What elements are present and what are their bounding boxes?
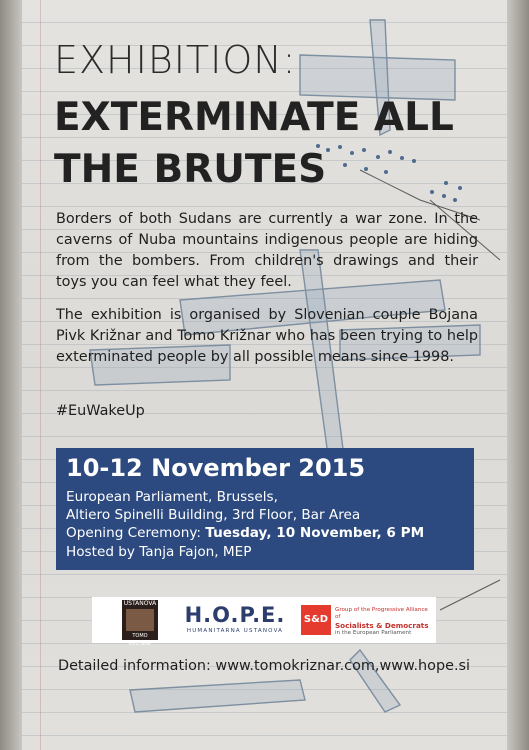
opening-ceremony-label: Opening Ceremony: [66,525,206,541]
sd-logo-line-2: Socialists & Democrats [335,621,429,630]
opening-ceremony [66,524,424,542]
sponsor-logos-strip [92,597,436,647]
event-host: Hosted by Tanja Fajon, MEP [66,544,252,560]
event-building: Altiero Spinelli Building, 3rd Floor, Bar Area [66,507,361,523]
hope-logo-name: H.O.P.E. [184,603,286,627]
ustanova-logo-top-text: USTANOVA [123,600,157,607]
description-paragraph-1: Borders of both Sudans are currently a war zone. In the caverns of Nuba mountains indigenous people are hiding from the bombers. From children's drawings and their toys you can feel what they feel. [56,211,478,290]
description-paragraph-2: The exhibition is organised by Slovenian couple Bojana Pivk Križnar and Tomo Križnar who has been trying to help exterminated people by all possible means since 1998. [56,307,478,365]
ustanova-logo-photo [126,609,154,631]
contact-information: Detailed information: www.tomokriznar.com,www.hope.si [58,658,471,674]
event-details-banner [56,448,474,570]
sd-logo-line-3: in the European Parliament [335,630,412,636]
exhibition-label: EXHIBITION: [54,38,297,82]
sd-logo-line-1: Group of the Progressive Alliance of [335,607,428,620]
opening-ceremony-time: Tuesday, 10 November, 6 PM [205,525,425,541]
hope-logo-subtitle: HUMANITARNA USTANOVA [186,628,284,634]
hashtag: #EuWakeUp [56,403,145,419]
ustanova-tomo-kriznar-logo [122,600,158,647]
hope-logo [184,603,286,635]
ustanova-logo-bottom-text: TOMO KRIŽNAR [128,633,152,647]
sd-logo-mark: S&D [301,605,331,635]
sd-logo-text [335,607,430,637]
event-date: 10-12 November 2015 [66,454,366,482]
event-venue: European Parliament, Brussels, [66,489,278,505]
exhibition-title: EXTERMINATE ALL THE BRUTES [54,95,454,192]
